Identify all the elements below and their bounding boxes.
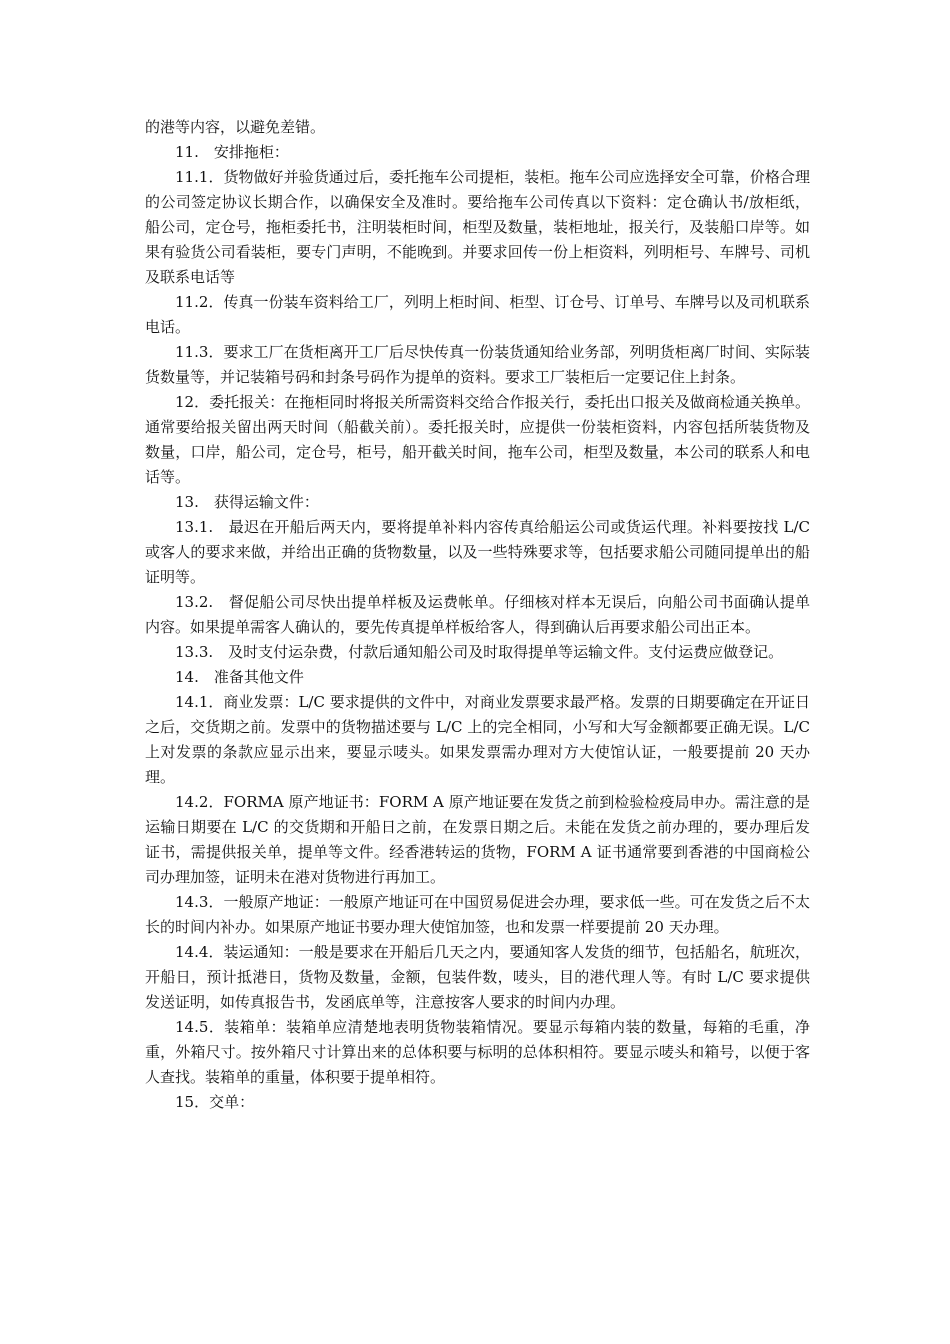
paragraph-13-2: 13.2. 督促船公司尽快出提单样板及运费帐单。仔细核对样本无误后，向船公司书面确认提单内容。如果提单需客人确认的，要先传真提单样板给客人，得到确认后再要求船公司出正本。 <box>145 593 810 636</box>
paragraph-14-1: 14.1．商业发票：L/C 要求提供的文件中，对商业发票要求最严格。发票的日期要确定在开证日之后，交货期之前。发票中的货物描述要与 L/C 上的完全相同，小写和大写金额都要正确无误。L/C 上对发票的条款应显示出来，要显示唛头。如果发票需办理对方大使馆认证，一般要提前 20 天办理。 <box>145 693 810 786</box>
paragraph-continuation: 的港等内容，以避免差错。 <box>145 118 326 136</box>
paragraph-11-2: 11.2．传真一份装车资料给工厂，列明上柜时间、柜型、订仓号、订单号、车牌号以及司机联系电话。 <box>145 293 810 336</box>
paragraph-11-1: 11.1．货物做好并验货通过后，委托拖车公司提柜，装柜。拖车公司应选择安全可靠，价格合理的公司签定协议长期合作，以确保安全及准时。要给拖车公司传真以下资料：定仓确认书/放柜纸，船公司，定仓号，拖柜委托书，注明装柜时间，柜型及数量，装柜地址，报关行，及装船口岸等。如果有验货公司看装柜，要专门声明，不能晚到。并要求回传一份上柜资料，列明柜号、车牌号、司机及联系电话等 <box>145 168 810 286</box>
paragraph-14-3: 14.3．一般原产地证：一般原产地证可在中国贸易促进会办理，要求低一些。可在发货之后不太长的时间内补办。如果原产地证书要办理大使馆加签，也和发票一样要提前 20 天办理。 <box>145 893 810 936</box>
paragraph-13-3: 13.3. 及时支付运杂费，付款后通知船公司及时取得提单等运输文件。支付运费应做登记。 <box>175 643 784 661</box>
paragraph-14-4: 14.4．装运通知：一般是要求在开船后几天之内，要通知客人发货的细节，包括船名，航班次，开船日，预计抵港日，货物及数量，金额，包装件数，唛头，目的港代理人等。有时 L/C 要求提供发送证明，如传真报告书，发函底单等，注意按客人要求的时间内办理。 <box>145 943 810 1011</box>
section-heading-15: 15．交单： <box>175 1093 255 1111</box>
paragraph-13-1: 13.1. 最迟在开船后两天内，要将提单补料内容传真给船运公司或货运代理。补料要按找 L/C 或客人的要求来做，并给出正确的货物数量，以及一些特殊要求等，包括要求船公司随同提单出的船证明等。 <box>145 518 810 586</box>
document-page <box>145 115 810 1115</box>
section-heading-11: 11. 安排拖柜： <box>175 143 289 161</box>
paragraph-12: 12．委托报关：在拖柜同时将报关所需资料交给合作报关行，委托出口报关及做商检通关换单。通常要给报关留出两天时间（船截关前）。委托报关时，应提供一份装柜资料，内容包括所装货物及数量，口岸，船公司，定仓号，柜号，船开截关时间，拖车公司，柜型及数量，本公司的联系人和电话等。 <box>145 393 810 486</box>
section-heading-13: 13. 获得运输文件： <box>175 493 319 511</box>
section-heading-14: 14. 准备其他文件 <box>175 668 304 686</box>
paragraph-11-3: 11.3．要求工厂在货柜离开工厂后尽快传真一份装货通知给业务部，列明货柜离厂时间、实际装货数量等，并记装箱号码和封条号码作为提单的资料。要求工厂装柜后一定要记住上封条。 <box>145 343 810 386</box>
paragraph-14-5: 14.5．装箱单：装箱单应清楚地表明货物装箱情况。要显示每箱内装的数量，每箱的毛重，净重，外箱尺寸。按外箱尺寸计算出来的总体积要与标明的总体积相符。要显示唛头和箱号，以便于客人查找。装箱单的重量，体积要于提单相符。 <box>145 1018 810 1086</box>
paragraph-14-2: 14.2．FORMA 原产地证书：FORM A 原产地证要在发货之前到检验检疫局申办。需注意的是运输日期要在 L/C 的交货期和开船日之前，在发票日期之后。未能在发货之前办理的，要办理后发证书，需提供报关单，提单等文件。经香港转运的货物，FORM A 证书通常要到香港的中国商检公司办理加签，证明未在港对货物进行再加工。 <box>145 793 810 886</box>
